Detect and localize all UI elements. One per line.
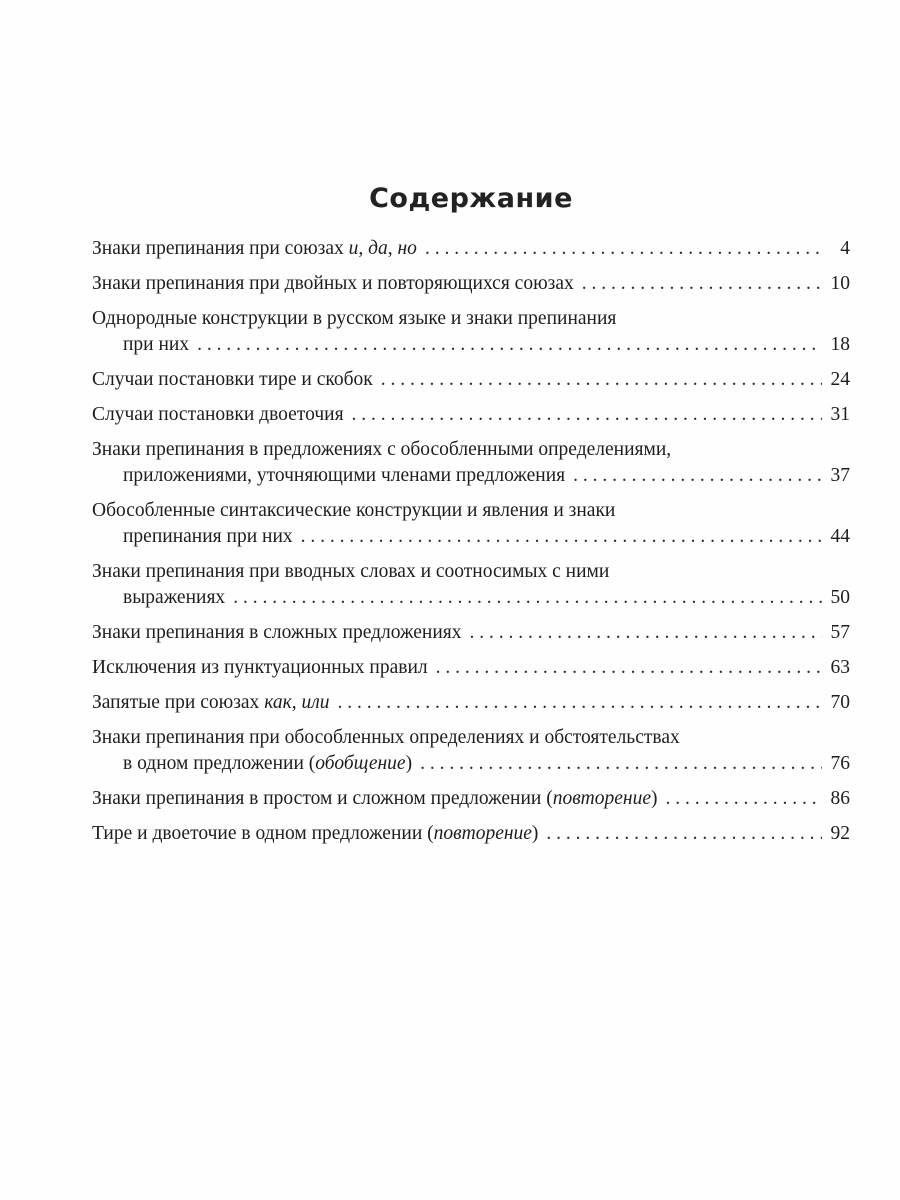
toc-entry-title bbox=[123, 751, 412, 777]
toc-entry-title bbox=[92, 236, 417, 262]
toc-entry-punctuation: ) bbox=[650, 788, 658, 809]
toc-entry-line bbox=[92, 271, 850, 297]
toc-entry bbox=[92, 402, 850, 428]
toc-entry-title-text: Тире и двоеточие в одном предложении ( bbox=[92, 823, 434, 844]
toc-entry-italic-term: как bbox=[264, 692, 292, 713]
toc-entry-title bbox=[123, 332, 189, 358]
dot-leader bbox=[573, 463, 822, 489]
toc-entry bbox=[92, 786, 850, 812]
toc-entry bbox=[92, 725, 850, 777]
toc-entry-line bbox=[92, 655, 850, 681]
dot-leader bbox=[425, 236, 822, 262]
dot-leader bbox=[301, 524, 822, 550]
page-number: 57 bbox=[830, 622, 850, 643]
toc-entry-punctuation: , bbox=[387, 238, 398, 259]
toc-entry-title bbox=[123, 585, 225, 611]
dot-leader bbox=[352, 402, 822, 428]
toc-entry bbox=[92, 559, 850, 611]
toc-entry-line bbox=[92, 585, 850, 611]
toc-entry-line bbox=[92, 751, 850, 777]
toc-entry-title-text: приложениями, уточняющими членами предложения bbox=[123, 465, 566, 486]
toc-entry bbox=[92, 620, 850, 646]
toc-entry-title-text: Запятые при союзах bbox=[92, 692, 265, 713]
toc-entry-title-text: при них bbox=[123, 334, 190, 355]
page-number: 18 bbox=[830, 334, 850, 355]
toc-entry-punctuation: , bbox=[291, 692, 302, 713]
toc-entry-line bbox=[92, 821, 850, 847]
toc-entry-line bbox=[92, 236, 850, 262]
toc-entry-title bbox=[92, 620, 462, 646]
page-number: 86 bbox=[830, 788, 850, 809]
toc-entry-title bbox=[92, 690, 329, 716]
toc-entry-line bbox=[92, 620, 850, 646]
toc-entry-title-text: Знаки препинания при союзах bbox=[92, 238, 349, 259]
page-title: Содержание bbox=[369, 183, 573, 214]
dot-leader bbox=[582, 271, 822, 297]
table-of-contents bbox=[92, 236, 850, 847]
toc-entry-italic-term: или bbox=[301, 692, 330, 713]
page-number: 44 bbox=[830, 526, 850, 547]
dot-leader bbox=[436, 655, 822, 681]
toc-entry-italic-term: повторение bbox=[552, 788, 651, 809]
dot-leader bbox=[665, 786, 822, 812]
toc-entry-title-text: Знаки препинания при двойных и повторяющихся союзах bbox=[92, 273, 574, 294]
page-number: 63 bbox=[830, 657, 850, 678]
page-number: 10 bbox=[830, 273, 850, 294]
toc-entry-title bbox=[92, 271, 574, 297]
toc-entry-line bbox=[92, 463, 850, 489]
toc-entry-title bbox=[92, 367, 373, 393]
toc-entry-title bbox=[92, 655, 428, 681]
toc-entry-title-text: Случаи постановки двоеточия bbox=[92, 404, 344, 425]
page-number: 4 bbox=[840, 238, 850, 259]
toc-entry bbox=[92, 236, 850, 262]
toc-entry-italic-term: и bbox=[348, 238, 359, 259]
toc-entry-line bbox=[92, 690, 850, 716]
toc-entry bbox=[92, 498, 850, 550]
toc-entry-punctuation: ) bbox=[405, 753, 413, 774]
toc-entry-punctuation: ) bbox=[531, 823, 539, 844]
toc-entry bbox=[92, 271, 850, 297]
toc-entry-punctuation: , bbox=[358, 238, 369, 259]
page-number: 70 bbox=[830, 692, 850, 713]
toc-entry bbox=[92, 306, 850, 358]
toc-entry-title-text: Случаи постановки тире и скобок bbox=[92, 369, 373, 390]
page-number: 31 bbox=[830, 404, 850, 425]
toc-entry-title-text: в одном предложении ( bbox=[123, 753, 316, 774]
page-number: 24 bbox=[830, 369, 850, 390]
page-number: 50 bbox=[830, 587, 850, 608]
toc-entry-title-text: Знаки препинания в простом и сложном предложении ( bbox=[92, 788, 553, 809]
toc-entry-title-line: Знаки препинания при вводных словах и соотносимых с ними bbox=[92, 561, 610, 582]
toc-entry bbox=[92, 655, 850, 681]
dot-leader bbox=[197, 332, 822, 358]
toc-entry bbox=[92, 690, 850, 716]
page-number: 37 bbox=[830, 465, 850, 486]
toc-entry-title bbox=[92, 821, 538, 847]
toc-entry-title-text: Знаки препинания в сложных предложениях bbox=[92, 622, 462, 643]
toc-entry-line bbox=[92, 524, 850, 550]
toc-entry-title bbox=[123, 524, 293, 550]
toc-entry-title bbox=[92, 786, 657, 812]
toc-entry-title-line: Знаки препинания в предложениях с обособленными определениями, bbox=[92, 439, 672, 460]
dot-leader bbox=[420, 751, 822, 777]
toc-entry-title-text: выражениях bbox=[123, 587, 226, 608]
page-number: 92 bbox=[830, 823, 850, 844]
toc-entry-italic-term: да bbox=[368, 238, 388, 259]
toc-entry bbox=[92, 367, 850, 393]
toc-entry-line bbox=[92, 332, 850, 358]
toc-entry-title-line: Знаки препинания при обособленных определениях и обстоятельствах bbox=[92, 727, 680, 748]
toc-entry-title bbox=[123, 463, 565, 489]
toc-entry-line bbox=[92, 402, 850, 428]
dot-leader bbox=[337, 690, 822, 716]
toc-entry-title-text: Исключения из пунктуационных правил bbox=[92, 657, 428, 678]
page-number: 76 bbox=[830, 753, 850, 774]
dot-leader bbox=[381, 367, 822, 393]
toc-entry-italic-term: но bbox=[397, 238, 417, 259]
toc-entry-title bbox=[92, 402, 344, 428]
toc-entry-italic-term: обобщение bbox=[315, 753, 406, 774]
dot-leader bbox=[233, 585, 822, 611]
toc-entry-line bbox=[92, 786, 850, 812]
toc-entry-title-text: препинания при них bbox=[123, 526, 293, 547]
toc-entry-title-line: Обособленные синтаксические конструкции и явления и знаки bbox=[92, 500, 616, 521]
toc-entry bbox=[92, 821, 850, 847]
toc-entry-italic-term: повторение bbox=[433, 823, 532, 844]
toc-entry-title-line: Однородные конструкции в русском языке и знаки препинания bbox=[92, 308, 617, 329]
dot-leader bbox=[470, 620, 823, 646]
dot-leader bbox=[546, 821, 822, 847]
toc-entry-line bbox=[92, 367, 850, 393]
toc-entry bbox=[92, 437, 850, 489]
